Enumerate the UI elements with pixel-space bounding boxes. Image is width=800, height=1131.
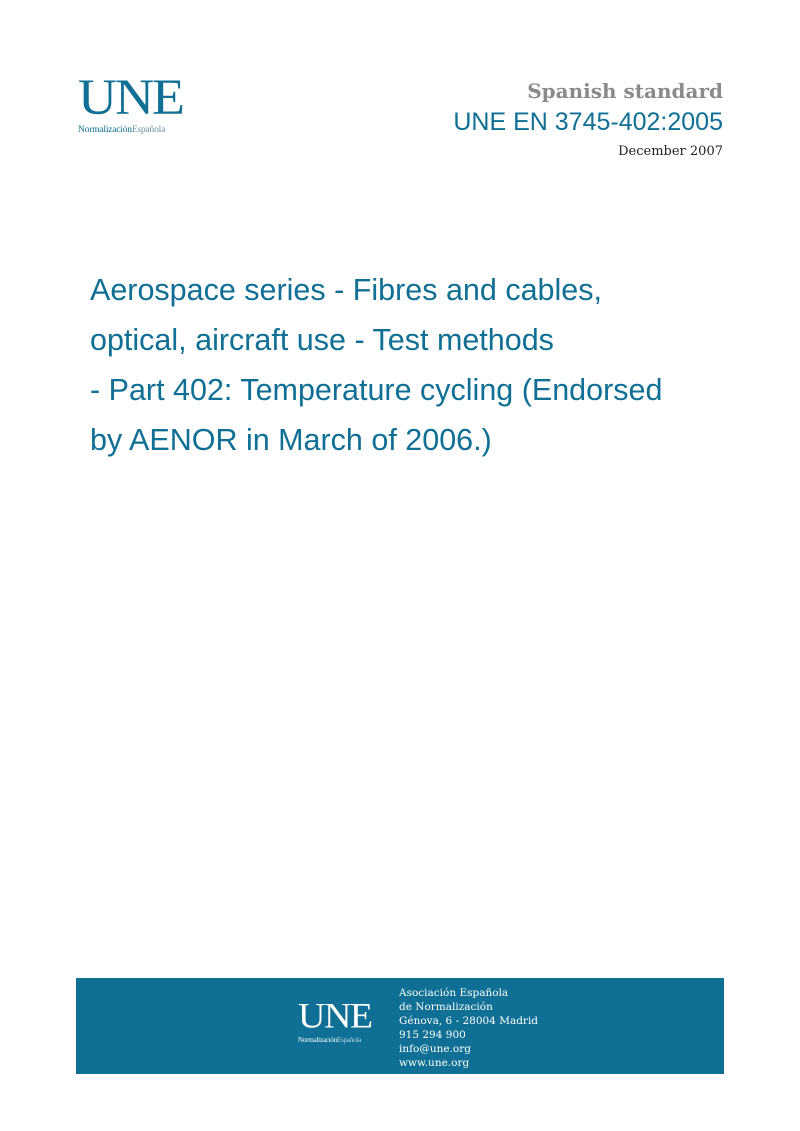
title-line: Aerospace series - Fibres and cables, [90,273,602,307]
standard-header [453,78,723,161]
title-line: by AENOR in March of 2006.) [90,423,492,457]
standard-date: December 2007 [618,144,723,159]
org-name-line: de Normalización [399,1001,493,1013]
org-name-line: Asociación Española [399,987,509,999]
logo-wordmark: UNE [78,68,183,126]
address-line: Génova, 6 - 28004 Madrid [399,1015,539,1027]
une-logo [78,68,198,135]
footer-logo-tagline-secondary: Española [337,1036,362,1044]
document-title [90,265,730,465]
title-line: optical, aircraft use - Test methods [90,323,554,357]
footer-logo-wordmark: UNE [298,996,372,1037]
title-line: - Part 402: Temperature cycling (Endorsed [90,373,663,407]
footer-contact [399,986,538,1070]
phone-line: 915 294 900 [399,1029,466,1041]
logo-tagline-secondary: Española [131,125,166,135]
standard-code: UNE EN 3745-402:2005 [453,108,723,136]
logo-tagline-primary: Normalización [78,125,132,135]
standard-kind: Spanish standard [527,79,723,103]
footer-logo-tagline-primary: Normalización [298,1036,337,1044]
footer-logo [298,996,388,1044]
footer-banner [76,978,724,1074]
logo-tagline [78,125,198,135]
website-line: www.une.org [399,1057,470,1069]
email-line: info@une.org [399,1043,471,1055]
footer-logo-tagline [298,1036,388,1044]
